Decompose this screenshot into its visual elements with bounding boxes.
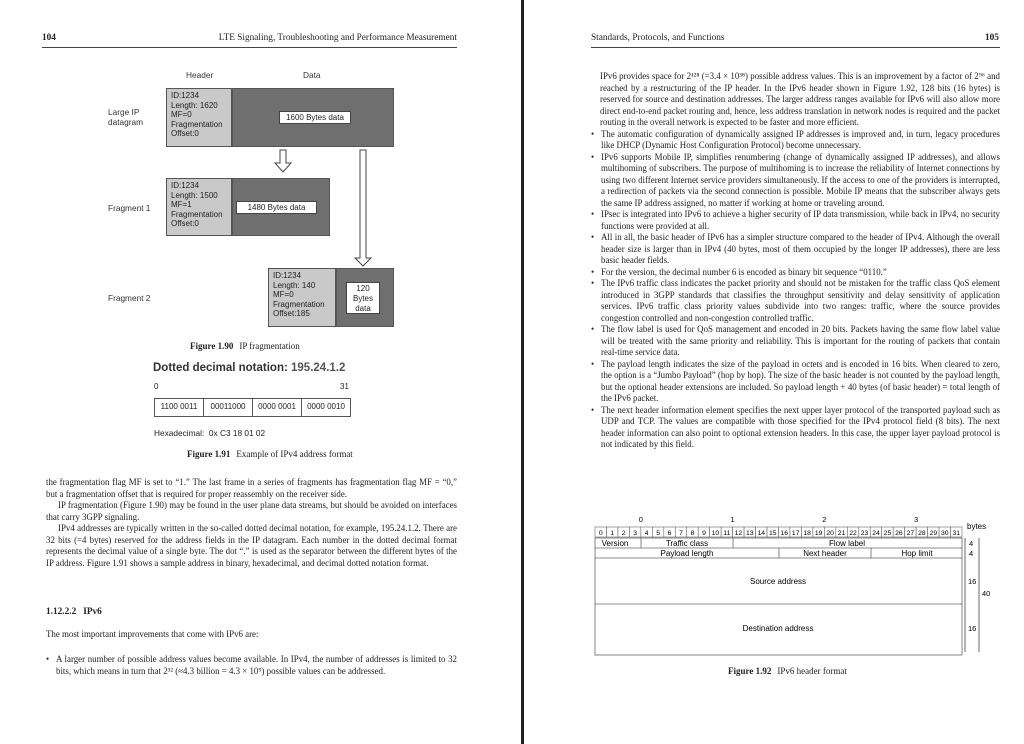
bullet-item: • IPv6 supports Mobile IP, simplifies renumbering (change of dynamically assigned IP addresses), and allows multihoming of subscribers. The purpose of multihoming is to increase the reliability of Internet connections by using two different Internet service providers simultaneously. If the access to one of the providers is interrupted, a redirection of packets via the second connection is possible. Mobile IP means that the subscriber always gets the same IP address assigned, no matter if working at home or traveling around. xyxy=(591,152,1000,210)
fig191-bit-start: 0 xyxy=(154,382,159,391)
fig191-octet: 1100 0011 xyxy=(155,399,204,416)
bit-number: 10 xyxy=(711,530,720,537)
fig190-row-label-2: Fragment 1 xyxy=(108,203,151,213)
bit-number: 7 xyxy=(679,530,683,537)
fig192-caption-num: Figure 1.92 xyxy=(728,666,772,676)
bit-number: 2 xyxy=(621,530,626,537)
bit-number: 13 xyxy=(746,530,754,537)
section-title: IPv6 xyxy=(83,607,102,617)
hdr-line: Length: 1500 xyxy=(171,190,218,200)
fig191-octet: 0000 0001 xyxy=(253,399,302,416)
fig190-data-text-1: 1600 Bytes data xyxy=(279,111,351,124)
hdr-line: Offset:185 xyxy=(273,309,310,318)
fig191-caption xyxy=(187,449,353,459)
fig190-caption-text: IP fragmentation xyxy=(239,341,300,351)
bit-number: 27 xyxy=(906,530,915,537)
field-hop-limit: Hop limit xyxy=(901,549,933,558)
arrow-down-icon xyxy=(355,150,371,266)
header-rule-right xyxy=(591,47,1000,48)
bit-number: 0 xyxy=(598,530,603,537)
running-title-left: LTE Signaling, Troubleshooting and Performance Measurement xyxy=(218,33,457,43)
hdr-line: Fragmentation xyxy=(171,119,223,129)
paragraph: the fragmentation flag MF is set to “1.” The last frame in a series of fragments has fragmentation flag MF = “0,” but a fragmentation offset that is required for proper reassembly on the receiver side. xyxy=(46,477,457,499)
bit-number: 12 xyxy=(734,530,743,537)
running-title-right: Standards, Protocols, and Functions xyxy=(591,33,725,43)
bit-number: 31 xyxy=(952,530,961,537)
bit-number: 26 xyxy=(895,530,903,537)
bit-number: 4 xyxy=(644,530,649,537)
bytes-unit-label: bytes xyxy=(967,522,987,531)
byte-label: 0 xyxy=(638,515,643,524)
hdr-line: Offset:0 xyxy=(171,129,199,138)
size-total: 40 xyxy=(982,589,991,598)
bit-number: 21 xyxy=(837,530,846,537)
figure-ip-fragmentation xyxy=(0,0,521,340)
fig192-caption-text: IPv6 header format xyxy=(777,666,847,676)
section-number: 1.12.2.2 xyxy=(46,607,77,617)
hdr-line: ID:1234 xyxy=(171,181,200,190)
left-bullets xyxy=(46,654,457,677)
hdr-line: Fragmentation xyxy=(273,299,325,309)
bullet-item: • The next header information element specifies the next upper layer protocol of the transported payload such as UDP and TCP. The values are compatible with those specified for the IPv4 protocol field (8 bits). The next header information can also point to optional extension headers. In this case, the upper layer payload protocol is not indicated by this field. xyxy=(591,405,1000,451)
paragraph: IPv4 addresses are typically written in the so-called dotted decimal notation, for example, 195.24.1.2. There are 32 bits (=4 bytes) reserved for the address fields in the IP datagram. Each number in the dotted decimal format represents the decimal value of a single byte. The dot “.” is used as the separator between the different bytes of the IP address. Figure 1.91 shows a sample address in binary, hexadecimal, and decimal dotted notation format. xyxy=(46,523,457,568)
hdr-line: Length: 1620 xyxy=(171,100,218,110)
size-version-row: 4 xyxy=(969,539,974,548)
fig190-data-text-2: 1480 Bytes data xyxy=(236,201,317,214)
bit-number: 6 xyxy=(667,530,672,537)
bit-number: 5 xyxy=(656,530,660,537)
right-body-text xyxy=(591,71,1000,451)
left-body-text xyxy=(46,477,457,569)
hdr-line: ID:1234 xyxy=(273,271,302,280)
page-number-left: 104 xyxy=(42,33,56,43)
figure-ipv4-address-format xyxy=(153,362,403,442)
arrow-down-icon xyxy=(275,150,291,172)
right-page xyxy=(525,0,1024,744)
bit-number: 16 xyxy=(780,530,789,537)
bullet-item: • The IPv6 traffic class indicates the packet priority and should not be mistaken for the traffic class QoS element introduced in 3GPP standards that classifies the throughput sensitivity and delay sensitivity of application services. IPv6 traffic class priority values subdivide into two ranges: traffic, where the source provides congestion controlled and non-congestion controlled traffic. xyxy=(591,278,1000,324)
fig192-caption xyxy=(728,666,847,676)
fig190-row-label-3: Fragment 2 xyxy=(108,293,151,303)
bit-number: 3 xyxy=(633,530,638,537)
bit-number: 25 xyxy=(883,530,892,537)
fig191-title xyxy=(153,362,345,374)
bullet-item: • All in all, the basic header of IPv6 has a simpler structure compared to the header of IPv4. Although the overall header size is larger than in IPv4 (40 bytes, most of them occupied by the longer IP addresses), there are less basic header fields. xyxy=(591,232,1000,267)
bit-number: 15 xyxy=(768,530,777,537)
size-source: 16 xyxy=(968,577,977,586)
bullet-item: • The flow label is used for QoS management and encoded in 20 bits. Packets having the same flow label value will be treated with the same priority and reliability. This is important for the routing of packets that contain real-time service data. xyxy=(591,324,1000,359)
intro-paragraph: IPv6 provides space for 2¹²⁸ (=3.4 × 10³⁸) possible address values. This is an improvement by a factor of 2⁹⁶ and reached by a restructuring of the IP header. In the IPv6 header shown in Figure 1.92, 128 bits (16 bytes) is reserved for source and destination addresses. The larger address ranges available for IPv6 will also allow more direct end-to-end packet routing and, hence, less address translation in network nodes is required and the packet routing in the overall network is expected to be faster and more efficient. xyxy=(600,71,1000,127)
fig190-data-label: Data xyxy=(303,70,321,80)
fig191-title-value: 195.24.1.2 xyxy=(291,362,346,374)
byte-label: 1 xyxy=(730,515,735,524)
bit-number: 11 xyxy=(723,530,731,537)
field-version: Version xyxy=(601,539,629,548)
bit-number: 9 xyxy=(702,530,706,537)
fig190-caption-num: Figure 1.90 xyxy=(190,341,234,351)
fig190-arrows xyxy=(0,0,521,340)
bit-number: 8 xyxy=(690,530,695,537)
field-destination-address: Destination address xyxy=(742,624,814,633)
hdr-line: Fragmentation xyxy=(171,209,223,219)
bit-cells xyxy=(595,527,962,537)
fig191-octet-row xyxy=(154,398,351,417)
section-heading xyxy=(46,607,102,617)
fig190-caption xyxy=(190,341,300,351)
bit-number: 23 xyxy=(860,530,869,537)
hdr-line: MF=0 xyxy=(171,110,192,119)
bullet-item: • A larger number of possible address values become available. In IPv4, the number of addresses is limited to 32 bits, which means in turn that 2³² (≈4.3 billion = 4.3 × 10⁹) possible values can be addressed. xyxy=(46,654,457,677)
page-divider xyxy=(521,0,524,744)
bullet-item: • The payload length indicates the size of the payload in octets and is encoded in 16 bits. When cleared to zero, the option is a “Jumbo Payload” (hop by hop). The size of the basic header is not counted by the payload length, but the optional header extensions are included. So payload length + 40 bytes (of basic header) = total length of the IPv6 packet. xyxy=(591,359,1000,405)
field-source-address: Source address xyxy=(749,577,807,586)
hdr-line: Offset:0 xyxy=(171,219,199,228)
field-flow-label: Flow label xyxy=(828,539,866,548)
section-intro: The most important improvements that come with IPv6 are: xyxy=(46,629,259,639)
byte-label: 3 xyxy=(914,515,919,524)
fig190-header-label: Header xyxy=(186,70,214,80)
fig191-octet: 00011000 xyxy=(204,399,253,416)
bullet-item: • IPsec is integrated into IPv6 to achieve a higher security of IP data transmission, while back in IPv4, no security functions were provided at all. xyxy=(591,209,1000,232)
bit-number: 18 xyxy=(803,530,811,537)
bullet-item: • The automatic configuration of dynamically assigned IP addresses is improved and, in turn, legacy procedures like DHCP (Dynamic Host Configuration Protocol) become unnecessary. xyxy=(591,129,1000,152)
fig191-caption-text: Example of IPv4 address format xyxy=(236,449,353,459)
fig191-octet: 0000 0010 xyxy=(307,402,345,411)
fig191-hex-value: 0x C3 18 01 02 xyxy=(208,428,266,438)
bit-number: 1 xyxy=(610,530,615,537)
field-payload-length: Payload length xyxy=(660,549,714,558)
bullet-item: • For the version, the decimal number 6 is encoded as binary bit sequence “0110.” xyxy=(591,267,1000,279)
size-destination: 16 xyxy=(968,624,977,633)
bit-number: 20 xyxy=(826,530,834,537)
field-traffic-class: Traffic class xyxy=(665,539,709,548)
field-next-header: Next header xyxy=(803,549,847,558)
fig191-hex-label: Hexadecimal: xyxy=(154,428,205,438)
hdr-line: MF=1 xyxy=(171,200,192,209)
fig190-row-label-1: Large IP datagram xyxy=(108,107,144,127)
byte-labels xyxy=(639,515,918,524)
fig191-hex xyxy=(154,428,265,438)
page-number-right: 105 xyxy=(985,33,999,43)
paragraph: IP fragmentation (Figure 1.90) may be found in the user plane data streams, but should be avoided on interfaces that carry 3GPP signaling. xyxy=(46,500,457,522)
bit-number: 28 xyxy=(918,530,926,537)
fig191-bit-end: 31 xyxy=(340,382,349,391)
bit-number: 30 xyxy=(941,530,949,537)
hdr-line: Length: 140 xyxy=(273,280,316,290)
bit-number: 22 xyxy=(849,530,857,537)
fig191-title-prefix: Dotted decimal notation: xyxy=(153,362,288,374)
hdr-line: ID:1234 xyxy=(171,91,200,100)
bit-number: 29 xyxy=(929,530,938,537)
fig190-data-text-3: 120 Bytes data xyxy=(346,282,380,314)
hdr-line: MF=0 xyxy=(273,290,294,299)
bit-number: 24 xyxy=(872,530,880,537)
bit-number: 17 xyxy=(791,530,800,537)
bit-number: 14 xyxy=(757,530,766,537)
byte-label: 2 xyxy=(822,515,827,524)
bit-number: 19 xyxy=(814,530,823,537)
fig191-caption-num: Figure 1.91 xyxy=(187,449,231,459)
figure-ipv6-header-format xyxy=(593,512,1013,657)
size-payload-row: 4 xyxy=(969,549,974,558)
